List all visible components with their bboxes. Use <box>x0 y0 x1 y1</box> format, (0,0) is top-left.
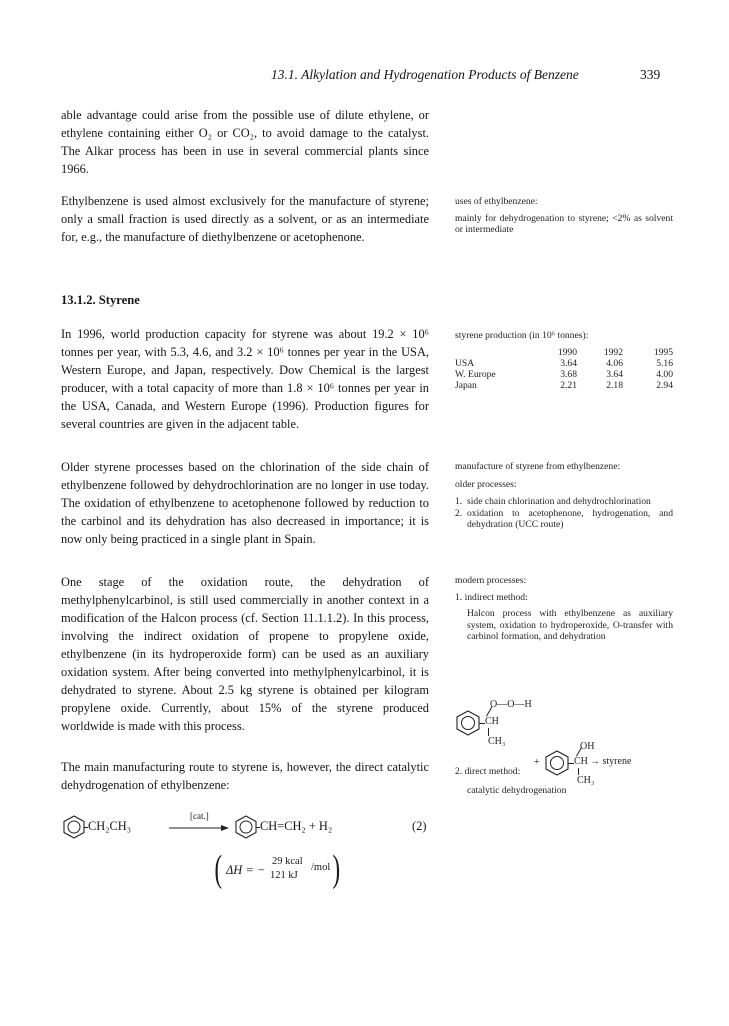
chem-label-ch: CH <box>574 756 588 767</box>
paragraph-older-processes <box>61 458 429 548</box>
paragraph-text: Older styrene processes based on the chlorination of the side chain of ethylbenzene followed by dehydrochlorination are no longer in use today. The oxidation of ethylbenzene to acetophenone followed by reduction to the carbinol and its dehydration has also decreased in importance; it is now only being practiced in a single plant in Spain. <box>61 460 429 546</box>
benzene-ring-icon <box>455 710 481 736</box>
table-cell: 4.00 <box>656 368 673 380</box>
equation-catalyst: [cat.] <box>190 811 209 821</box>
production-table-title: styrene production (in 10⁶ tonnes): <box>455 330 589 341</box>
modern-processes-label: modern processes: <box>455 575 527 586</box>
bond-line <box>488 728 489 736</box>
production-table <box>455 347 673 391</box>
list-number: 1. <box>455 496 463 507</box>
paragraph-text: In 1996, world production capacity for styrene was about 19.2 × 10⁶ tonnes per year, with 5.3, 4.6, and 3.2 × 10⁶ tonnes per year in the USA, Western Europe, and Japan, respectively. Dow Chemical is the largest producer, with a total capacity of more than 1.8 × 10⁶ tonnes per year in the USA, Canada, and Western Europe (1996). Production figures for several countries are given in the adjacent table. <box>61 327 429 431</box>
arrow-to-styrene: → styrene <box>590 756 632 767</box>
open-paren: ( <box>214 848 223 890</box>
margin-note-modern <box>455 575 673 643</box>
delta-h-kj: 121 kJ <box>270 870 298 881</box>
paragraph-direct-route <box>61 758 429 794</box>
chem-label-oxygen: O—O—H <box>490 699 532 710</box>
margin-note-uses <box>455 196 673 236</box>
margin-note-title: uses of ethylbenzene: <box>455 196 538 207</box>
plus-sign: + <box>534 757 540 768</box>
benzene-ring-icon <box>234 815 258 839</box>
paragraph-ethylbenzene-uses <box>61 192 429 246</box>
list-item <box>455 496 673 508</box>
direct-method-text: catalytic dehydrogenation <box>467 784 567 796</box>
paragraph-text: The main manufacturing route to styrene is, however, the direct catalytic dehydrogenation of ethylbenzene: <box>61 760 429 792</box>
table-row <box>455 369 673 380</box>
table-cell: 2.18 <box>606 379 623 391</box>
table-row <box>455 380 673 391</box>
paragraph-text: One stage of the oxidation route, the dehydration of methylphenylcarbinol, is still used commercially in another context in a modification of the Halcon process (cf. Section 11.1.1.2). In this process, involving the indirect oxidation of propene to propylene oxide, ethylbenzene (in its hydroperoxide form) can be used as an auxiliary oxidation system. After being converted into methylphenylcarbinol, it is dehydrated to styrene. About 2.5 kg styrene is obtained per kilogram propylene oxide. Currently, about 15% of the styrene produced worldwide is made with this process. <box>61 575 429 733</box>
equation-reactant: CH₂CH₃ <box>88 819 132 833</box>
table-cell: 5.16 <box>656 357 673 369</box>
chem-label-methyl: CH₃ <box>488 736 506 747</box>
delta-h-kcal: 29 kcal <box>272 856 303 867</box>
margin-note-text: mainly for dehydrogenation to styrene; <2% as solvent or intermediate <box>455 212 673 235</box>
close-paren: ) <box>332 848 341 890</box>
paragraph-alkar <box>61 106 429 178</box>
direct-method-label: 2. direct method: <box>455 766 521 777</box>
table-cell: USA <box>455 357 475 369</box>
table-cell: 2.94 <box>656 379 673 391</box>
table-cell: 3.64 <box>606 368 623 380</box>
table-cell: W. Europe <box>455 368 496 380</box>
paragraph-halcon-process <box>61 573 429 735</box>
paragraph-styrene-production <box>61 325 429 433</box>
list-number: 2. <box>455 507 463 519</box>
chem-label-hydroxyl: OH <box>580 741 595 752</box>
delta-h-unit: /mol <box>311 862 331 873</box>
older-processes-list <box>455 496 673 531</box>
table-cell: 4.06 <box>606 357 623 369</box>
list-text: oxidation to acetophenone, hydrogenation, and dehydration (UCC route) <box>467 507 673 530</box>
table-cell: 3.64 <box>560 357 577 369</box>
older-processes-label: older processes: <box>455 478 517 490</box>
indirect-method-text: Halcon process with ethylbenzene as auxiliary system, oxidation to hydroperoxide, O-transfer with carbinol formation, and dehydration <box>467 608 673 642</box>
paragraph-text: able advantage could arise from the possible use of dilute ethylene, or ethylene containing either O₂ or CO₂, to avoid damage to the catalyst. The Alkar process has been in use in several commercial plants since 1966. <box>61 108 429 176</box>
indirect-method-label: 1. indirect method: <box>455 591 528 603</box>
table-row <box>455 358 673 369</box>
equation-number: (2) <box>412 819 427 833</box>
table-header-row <box>455 347 673 358</box>
table-header-cell: 1995 <box>653 346 673 358</box>
chem-label-ch: CH <box>485 716 499 727</box>
margin-note-title: manufacture of styrene from ethylbenzene: <box>455 461 621 472</box>
table-cell: 3.68 <box>560 368 577 380</box>
reaction-arrow-icon <box>169 823 229 833</box>
table-cell: 2.21 <box>560 379 577 391</box>
section-heading-styrene: 13.1.2. Styrene <box>61 293 140 307</box>
table-cell: Japan <box>455 379 477 391</box>
list-item <box>455 508 673 531</box>
margin-note-manufacture <box>455 461 673 531</box>
equation-product: CH=CH₂ + H₂ <box>260 819 333 833</box>
chem-label-methyl: CH₃ <box>577 775 595 786</box>
list-text: side chain chlorination and dehydrochlorination <box>467 496 651 507</box>
running-header-title: 13.1. Alkylation and Hydrogenation Products of Benzene <box>271 67 579 82</box>
enthalpy-expression <box>212 848 341 890</box>
page-number: 339 <box>640 67 661 82</box>
table-header-cell: 1992 <box>603 346 623 358</box>
table-header-cell: 1990 <box>557 346 577 358</box>
paragraph-text: Ethylbenzene is used almost exclusively for the manufacture of styrene; only a small fraction is used directly as a solvent, or as an intermediate for, e.g., the manufacture of diethylbenzene or acetophenone. <box>61 194 429 244</box>
delta-h-label: ΔH = − <box>226 863 266 877</box>
equation-2 <box>62 811 442 895</box>
benzene-ring-icon <box>62 815 86 839</box>
margin-note-direct <box>455 766 673 796</box>
margin-note-production <box>455 330 673 391</box>
